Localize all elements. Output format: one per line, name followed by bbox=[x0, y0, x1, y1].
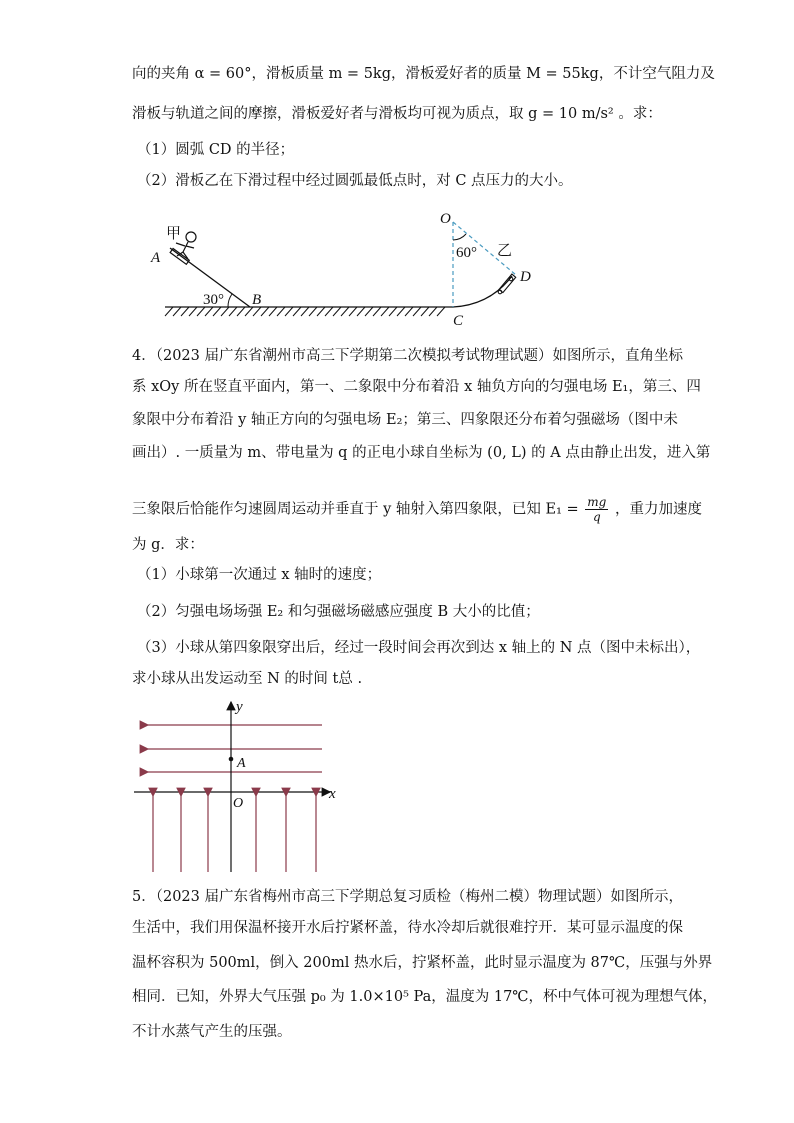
p5-line4: 相同．已知，外界大气压强 p₀ 为 1.0×10⁵ Pa，温度为 17℃，杯中气体可视为理想气体， bbox=[132, 989, 718, 1005]
label-jia: 甲 bbox=[166, 226, 182, 242]
label-o: O bbox=[440, 211, 451, 227]
p3-question-1: （1）圆弧 CD 的半径； bbox=[137, 142, 295, 158]
p3-question-2: （2）滑板乙在下滑过程中经过圆弧最低点时，对 C 点压力的大小。 bbox=[137, 173, 573, 189]
label-x: x bbox=[329, 786, 336, 802]
p4-question-3b: 求小球从出发运动至 N 的时间 t总 . bbox=[132, 671, 363, 687]
label-yi: 乙 bbox=[497, 243, 513, 259]
label-d: D bbox=[520, 269, 531, 285]
p4-question-1: （1）小球第一次通过 x 轴时的速度； bbox=[137, 567, 382, 583]
p4-question-2: （2）匀强电场场强 E₂ 和匀强磁场磁感应强度 B 大小的比值； bbox=[137, 604, 540, 620]
p4-line3: 象限中分布着沿 y 轴正方向的匀强电场 E₂；第三、四象限还分布着匀强磁场（图中未 bbox=[132, 412, 678, 428]
angle-60-label: 60° bbox=[456, 245, 477, 261]
p5-line5: 不计水蒸气产生的压强。 bbox=[132, 1024, 292, 1040]
fraction-numerator: mg bbox=[587, 495, 607, 509]
p3-line1: 向的夹角 α = 60°，滑板质量 m = 5kg，滑板爱好者的质量 M = 55kg，不计空气阻力及 bbox=[132, 66, 715, 82]
p4-line1: 4．（2023 届广东省潮州市高三下学期第二次模拟考试物理试题）如图所示，直角坐标 bbox=[132, 348, 683, 364]
label-b: B bbox=[252, 292, 262, 308]
angle-30-label: 30° bbox=[203, 292, 224, 308]
p5-line3: 温杯容积为 500ml，倒入 200ml 热水后，拧紧杯盖，此时显示温度为 87℃，压强与外界 bbox=[132, 955, 713, 971]
p4-line6: 为 g．求： bbox=[132, 537, 204, 553]
label-y: y bbox=[236, 699, 243, 715]
p5-line2: 生活中，我们用保温杯接开水后拧紧杯盖，待水冷却后就很难拧开．某可显示温度的保 bbox=[132, 920, 683, 936]
p4-line4: 画出）. 一质量为 m、带电量为 q 的正电小球自坐标为 (0, L) 的 A 点由静止出发，进入第 bbox=[132, 445, 711, 461]
p4-line5-a: 三象限后恰能作匀速圆周运动并垂直于 y 轴射入第四象限，已知 E₁ = bbox=[132, 501, 579, 518]
point-a bbox=[229, 757, 234, 762]
fraction-denominator: q bbox=[592, 510, 601, 524]
p4-line5-b: ，重力加速度 bbox=[614, 501, 702, 518]
label-a-point: A bbox=[237, 756, 246, 771]
p3-line2: 滑板与轨道之间的摩擦，滑板爱好者与滑板均可视为质点，取 g = 10 m/s² 。求： bbox=[132, 106, 662, 122]
label-c: C bbox=[453, 313, 464, 329]
p4-question-3: （3）小球从第四象限穿出后，经过一段时间会再次到达 x 轴上的 N 点（图中未标出）， bbox=[137, 640, 701, 656]
label-a: A bbox=[151, 250, 161, 266]
label-origin: O bbox=[233, 796, 244, 811]
p4-line2: 系 xOy 所在竖直平面内，第一、二象限中分布着沿 x 轴负方向的匀强电场 E₁，第三、四 bbox=[132, 379, 701, 395]
p5-line1: 5．（2023 届广东省梅州市高三下学期总复习质检（梅州二模）物理试题）如图所示， bbox=[132, 889, 683, 905]
